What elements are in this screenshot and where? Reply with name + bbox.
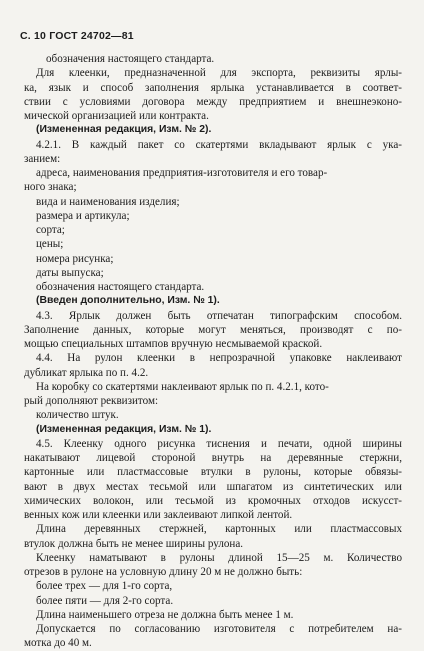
text-line: вают в двух местах тесьмой или шпагатом из синтетических или (24, 480, 402, 493)
text-line: занием: (24, 152, 61, 165)
text-line: 4.4. На рулон клеенки в непрозрачной упаковке наклеивают (36, 352, 402, 365)
text-line: мотка до 40 м. (24, 637, 92, 650)
text-line: Клеенку наматывают в рулоны длиной 15—25 м. Количество (36, 551, 402, 564)
text-line: 4.2.1. В каждый пакет со скатертями вкладывают ярлык с ука- (36, 138, 402, 151)
text-line: дубликат ярлыка по п. 4.2. (24, 366, 149, 379)
text-line: ного знака; (24, 181, 77, 194)
text-line: ка, язык и способ заполнения ярлыка устанавливается в соответ- (24, 81, 402, 94)
text-line: мощью специальных штампов вручную несмываемой краской. (24, 338, 323, 350)
text-line: обозначения настоящего стандарта. (36, 281, 205, 293)
page-header: С. 10 ГОСТ 24702—81 (20, 30, 134, 42)
text-line: венных кож или клеенки или заклеивают липкой лентой. (24, 509, 293, 521)
text-line: втулок должна быть не менее ширины рулона. (24, 537, 244, 550)
amendment-note: (Измененная редакция, Изм. № 1). (36, 423, 212, 435)
text-line: номера рисунка; (36, 252, 114, 265)
text-line: количество штук. (36, 409, 119, 422)
text-line: 4.3. Ярлык должен быть отпечатан типографским способом. (36, 309, 402, 322)
amendment-note: (Введен дополнительно, Изм. № 1). (36, 295, 220, 307)
text-line: мической организацией или контракта. (24, 110, 209, 122)
text-line: цены; (36, 238, 64, 251)
text-line: картонные или пластмассовые втулки в рулоны, которые обвязы- (24, 466, 402, 479)
text-line: Длина наименьшего отреза не должна быть менее 1 м. (36, 608, 294, 621)
text-line: накатывают лицевой стороной внутрь на деревянные стержни, (24, 452, 402, 464)
text-line: более пяти — для 2-го сорта. (36, 594, 174, 607)
text-line: даты выпуска; (36, 266, 104, 279)
text-line: Длина деревянных стержней, картонных или пластмассовых (36, 523, 402, 536)
text-line: адреса, наименования предприятия-изготовителя и его товар- (36, 167, 328, 179)
text-line: рый дополняют реквизитом: (24, 395, 159, 407)
text-line: 4.5. Клеенку одного рисунка тиснения и печати, одной ширины (36, 437, 402, 450)
text-line: сорта; (36, 224, 65, 236)
text-line: ствии с условиями договора между предприятием и внешнеэконо- (24, 95, 402, 108)
text-line: На коробку со скатертями наклеивают ярлык по п. 4.2.1, кото- (36, 380, 329, 393)
text-line: более трех — для 1-го сорта, (36, 580, 173, 593)
text-line: размера и артикула; (36, 209, 130, 222)
text-line: обозначения настоящего стандарта. (46, 53, 215, 65)
text-line: отрезов в рулоне на условную длину 20 м не должно быть: (24, 566, 303, 578)
amendment-note: (Измененная редакция, Изм. № 2). (36, 124, 212, 136)
text-line: вида и наименования изделия; (36, 195, 180, 208)
text-line: химических волокон, или тесьмой из кромочных отходов искусст- (24, 494, 402, 507)
document-body (24, 52, 402, 651)
text-line: Заполнение данных, которые могут меняться, производят с по- (24, 323, 402, 336)
text-line: Для клеенки, предназначенной для экспорта, реквизиты ярлы- (36, 67, 402, 80)
text-line: Допускается по согласованию изготовителя с потребителем на- (36, 623, 402, 635)
